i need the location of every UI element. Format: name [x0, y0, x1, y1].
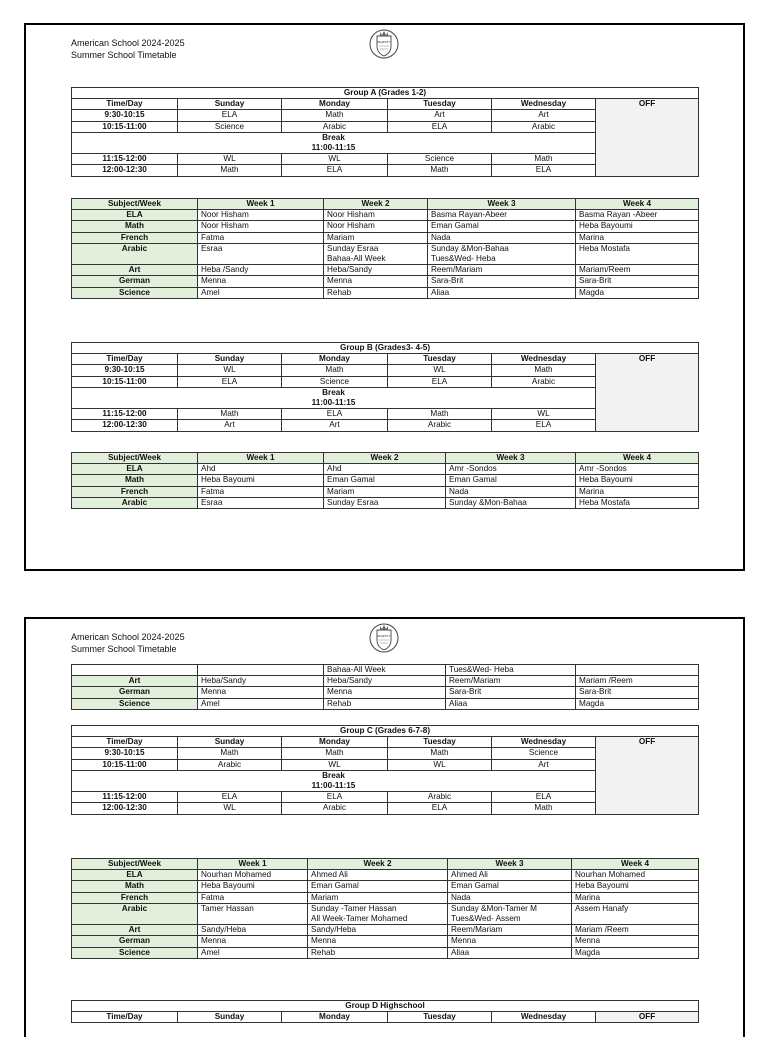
cell: ELA: [492, 165, 596, 176]
cell: ELA: [282, 792, 388, 803]
time-slot: 10:15-11:00: [72, 376, 178, 387]
cell: Ahmed Ali: [308, 870, 448, 881]
subject: ELA: [72, 210, 198, 221]
header-wednesday: Wednesday: [492, 1012, 596, 1023]
cell: Heba/Sandy: [324, 676, 446, 687]
cell: ELA: [178, 110, 282, 121]
table-row: [72, 925, 699, 936]
cell: Reem/Mariam: [428, 265, 576, 276]
cell: Aliaa: [448, 947, 572, 958]
cell: Science: [492, 748, 596, 759]
cell-line: Sunday Esraa: [327, 243, 379, 253]
table-row: [72, 892, 699, 903]
cell: Fatma: [198, 486, 324, 497]
cell: Eman Gamal: [446, 475, 576, 486]
header-sunday: Sunday: [178, 354, 282, 365]
header-week-1: Week 1: [198, 859, 308, 870]
table-row: [72, 903, 699, 924]
group-b-title: Group B (Grades3- 4-5): [72, 343, 699, 354]
cell: Eman Gamal: [428, 221, 576, 232]
cell: Mariam: [308, 892, 448, 903]
cell: Rehab: [324, 287, 428, 298]
header-monday: Monday: [282, 1012, 388, 1023]
group-d-title: Group D Highschool: [72, 1001, 699, 1012]
cell: Heba Bayoumi: [198, 881, 308, 892]
cell: Mariam /Reem: [576, 676, 699, 687]
cell: Menna: [572, 936, 699, 947]
table-row: [72, 276, 699, 287]
cell: Fatma: [198, 232, 324, 243]
table-row: [72, 665, 699, 676]
cell: ELA: [388, 376, 492, 387]
break-time: 11:00-11:15: [311, 398, 356, 408]
cell: ELA: [282, 409, 388, 420]
cell: Math: [178, 165, 282, 176]
cell: Nourhan Mohamed: [572, 870, 699, 881]
cell: Arabic: [282, 803, 388, 814]
cell: Ahd: [198, 464, 324, 475]
time-slot: 11:15-12:00: [72, 792, 178, 803]
cell: Amel: [198, 947, 308, 958]
header-week-2: Week 2: [308, 859, 448, 870]
header-tuesday: Tuesday: [388, 354, 492, 365]
cell: Eman Gamal: [448, 881, 572, 892]
header-sunday: Sunday: [178, 99, 282, 110]
cell: Sara-Brit: [576, 687, 699, 698]
cell: Nada: [448, 892, 572, 903]
cell: Marina: [576, 232, 699, 243]
cell: Basma Rayan-Abeer: [428, 210, 576, 221]
time-slot: 9:30-10:15: [72, 748, 178, 759]
cell: Math: [492, 154, 596, 165]
break-label: Break: [322, 132, 345, 142]
header-monday: Monday: [282, 737, 388, 748]
timetable-subtitle: Summer School Timetable: [71, 644, 177, 654]
header-tuesday: Tuesday: [388, 99, 492, 110]
off-cell: OFF: [596, 354, 699, 431]
cell: Sunday &Mon-Bahaa: [446, 497, 576, 508]
table-row: [72, 486, 699, 497]
subject: Art: [72, 925, 198, 936]
cell: WL: [492, 409, 596, 420]
subject: Arabic: [72, 903, 198, 924]
cell: Mariam: [324, 232, 428, 243]
cell-line: All Week-Tamer Mohamed: [311, 914, 408, 924]
cell: Heba /Sandy: [198, 265, 324, 276]
cell: WL: [178, 803, 282, 814]
cell: Magda: [576, 287, 699, 298]
cell: Arabic: [178, 759, 282, 770]
cell: [428, 243, 576, 264]
table-row: [72, 210, 699, 221]
table-row: [72, 497, 699, 508]
group-d-schedule-table: [71, 1000, 699, 1023]
timetable-page-2: [24, 617, 745, 1037]
header-tuesday: Tuesday: [388, 737, 492, 748]
cell: Menna: [324, 687, 446, 698]
cell: Aliaa: [428, 287, 576, 298]
cell: Math: [282, 110, 388, 121]
header-subject-week: Subject/Week: [72, 453, 198, 464]
table-row: [72, 947, 699, 958]
cell: Noor Hisham: [198, 210, 324, 221]
cell-line: Bahaa-All Week: [327, 254, 386, 264]
cell: Aliaa: [446, 698, 576, 709]
cell: Mariam /Reem: [572, 925, 699, 936]
group-a-teachers-table: [71, 198, 699, 299]
cell: Amel: [198, 698, 324, 709]
header-time-day: Time/Day: [72, 99, 178, 110]
school-name: American School 2024-2025: [71, 38, 185, 48]
cell: Art: [178, 420, 282, 431]
cell: Math: [388, 748, 492, 759]
cell: Ahmed Ali: [448, 870, 572, 881]
cell: [308, 903, 448, 924]
cell: ELA: [282, 165, 388, 176]
subject: German: [72, 276, 198, 287]
cell: Eman Gamal: [324, 475, 446, 486]
cell: Fatma: [198, 892, 308, 903]
header-time-day: Time/Day: [72, 737, 178, 748]
time-slot: 12:00-12:30: [72, 165, 178, 176]
cell: Sara-Brit: [428, 276, 576, 287]
cell: Math: [492, 803, 596, 814]
cell: ELA: [178, 376, 282, 387]
header-week-3: Week 3: [446, 453, 576, 464]
cell: Menna: [198, 687, 324, 698]
cell: Mariam/Reem: [576, 265, 699, 276]
subject: Math: [72, 475, 198, 486]
table-row: [72, 676, 699, 687]
cell: ELA: [492, 420, 596, 431]
table-row: [72, 870, 699, 881]
cell: Math: [388, 409, 492, 420]
cell: Assem Hanafy: [572, 903, 699, 924]
cell: Rehab: [324, 698, 446, 709]
header-subject-week: Subject/Week: [72, 199, 198, 210]
timetable-page-1: [24, 23, 745, 571]
cell: Reem/Mariam: [446, 676, 576, 687]
cell: Tamer Hassan: [198, 903, 308, 924]
cell-line: Tues&Wed- Heba: [431, 254, 496, 264]
header-week-2: Week 2: [324, 453, 446, 464]
table-row: [72, 265, 699, 276]
school-name: American School 2024-2025: [71, 632, 185, 642]
table-row: [72, 687, 699, 698]
time-slot: 10:15-11:00: [72, 759, 178, 770]
cell: [324, 243, 428, 264]
header-tuesday: Tuesday: [388, 1012, 492, 1023]
cell-line: Tues&Wed- Assem: [451, 914, 521, 924]
group-c-teachers-table: [71, 858, 699, 959]
time-slot: 10:15-11:00: [72, 121, 178, 132]
cell: Mariam: [324, 486, 446, 497]
subject: ELA: [72, 870, 198, 881]
subject: Science: [72, 698, 198, 709]
table-row: [72, 287, 699, 298]
shield-crest-icon: [369, 622, 399, 654]
cell: Math: [178, 409, 282, 420]
cell: Sandy/Heba: [198, 925, 308, 936]
document-header: [71, 631, 185, 655]
cell: Arabic: [388, 792, 492, 803]
header-wednesday: Wednesday: [492, 354, 596, 365]
break-label: Break: [322, 387, 345, 397]
off-cell: OFF: [596, 737, 699, 814]
header-wednesday: Wednesday: [492, 737, 596, 748]
header-week-4: Week 4: [572, 859, 699, 870]
cell: Math: [282, 748, 388, 759]
cell: Heba/Sandy: [198, 676, 324, 687]
logo-text: MAJESTY: [377, 40, 391, 44]
header-subject-week: Subject/Week: [72, 859, 198, 870]
subject: French: [72, 892, 198, 903]
header-wednesday: Wednesday: [492, 99, 596, 110]
cell: Menna: [198, 936, 308, 947]
break-row: [72, 770, 596, 791]
break-row: [72, 132, 596, 153]
header-week-1: Week 1: [198, 453, 324, 464]
table-row: [72, 881, 699, 892]
cell: WL: [178, 365, 282, 376]
subject: Art: [72, 265, 198, 276]
cell: Noor Hisham: [198, 221, 324, 232]
subject: ELA: [72, 464, 198, 475]
shield-crest-icon: [369, 28, 399, 60]
cell: Art: [492, 759, 596, 770]
cell: Heba Bayoumi: [576, 221, 699, 232]
cell: WL: [178, 154, 282, 165]
header-week-4: Week 4: [576, 199, 699, 210]
cell: Heba Bayoumi: [572, 881, 699, 892]
cell: Heba Mostafa: [576, 243, 699, 264]
cell: Amel: [198, 287, 324, 298]
table-row: [72, 232, 699, 243]
subject: French: [72, 232, 198, 243]
group-b-schedule-table: [71, 342, 699, 432]
cell: Science: [178, 121, 282, 132]
time-slot: 11:15-12:00: [72, 409, 178, 420]
header-week-3: Week 3: [428, 199, 576, 210]
cell: Eman Gamal: [308, 881, 448, 892]
cell: Heba/Sandy: [324, 265, 428, 276]
cell: Arabic: [492, 121, 596, 132]
cell: WL: [388, 365, 492, 376]
subject: Math: [72, 221, 198, 232]
cell-line: Sunday -Tamer Hassan: [311, 903, 397, 913]
cell: Esraa: [198, 497, 324, 508]
cell: Ahd: [324, 464, 446, 475]
table-row: [72, 698, 699, 709]
cell: Esraa: [198, 243, 324, 264]
cell: Nourhan Mohamed: [198, 870, 308, 881]
timetable-subtitle: Summer School Timetable: [71, 50, 177, 60]
cell: ELA: [178, 792, 282, 803]
break-row: [72, 387, 596, 408]
cell: Amr -Sondos: [446, 464, 576, 475]
cell: Arabic: [282, 121, 388, 132]
cell: Sara-Brit: [576, 276, 699, 287]
cell: ELA: [492, 792, 596, 803]
header-monday: Monday: [282, 354, 388, 365]
break-time: 11:00-11:15: [311, 781, 356, 791]
header-sunday: Sunday: [178, 737, 282, 748]
cell: Nada: [446, 486, 576, 497]
document-header: [71, 37, 185, 61]
table-row: [72, 936, 699, 947]
off-cell: OFF: [596, 99, 699, 176]
header-sunday: Sunday: [178, 1012, 282, 1023]
cell: Sara-Brit: [446, 687, 576, 698]
subject: Science: [72, 287, 198, 298]
subject: Art: [72, 676, 198, 687]
group-c-title: Group C (Grades 6-7-8): [72, 726, 699, 737]
cell: Reem/Mariam: [448, 925, 572, 936]
cell: Noor Hisham: [324, 221, 428, 232]
cell: Magda: [572, 947, 699, 958]
header-time-day: Time/Day: [72, 1012, 178, 1023]
subject: French: [72, 486, 198, 497]
cell: Amr -Sondos: [576, 464, 699, 475]
cell: ELA: [388, 121, 492, 132]
cell: Math: [388, 165, 492, 176]
header-time-day: Time/Day: [72, 354, 178, 365]
group-b-teachers-continued-table: [71, 664, 699, 710]
cell: Menna: [448, 936, 572, 947]
logo-text: MAJESTY: [377, 634, 391, 638]
off-cell: OFF: [596, 1012, 699, 1023]
cell: ELA: [388, 803, 492, 814]
subject: German: [72, 687, 198, 698]
cell-line: Sunday &Mon-Tamer M: [451, 903, 537, 913]
cell: Noor Hisham: [324, 210, 428, 221]
cell: [448, 903, 572, 924]
group-a-schedule-table: [71, 87, 699, 177]
group-c-schedule-table: [71, 725, 699, 815]
cell: Rehab: [308, 947, 448, 958]
time-slot: 9:30-10:15: [72, 110, 178, 121]
cell: Sunday Esraa: [324, 497, 446, 508]
cell: Menna: [308, 936, 448, 947]
cell: Math: [492, 365, 596, 376]
header-week-1: Week 1: [198, 199, 324, 210]
table-row: [72, 464, 699, 475]
cell: Magda: [576, 698, 699, 709]
cell: Heba Mostafa: [576, 497, 699, 508]
table-row: [72, 243, 699, 264]
cell: Math: [178, 748, 282, 759]
header-week-4: Week 4: [576, 453, 699, 464]
subject: Arabic: [72, 243, 198, 264]
cell: Menna: [324, 276, 428, 287]
time-slot: 11:15-12:00: [72, 154, 178, 165]
subject: Science: [72, 947, 198, 958]
cell: Arabic: [388, 420, 492, 431]
time-slot: 12:00-12:30: [72, 803, 178, 814]
cell: Marina: [576, 486, 699, 497]
cell: Science: [282, 376, 388, 387]
cell: Menna: [198, 276, 324, 287]
cell: Marina: [572, 892, 699, 903]
cell: Bahaa-All Week: [324, 665, 446, 676]
cell-line: Sunday &Mon-Bahaa: [431, 243, 509, 253]
group-b-teachers-table: [71, 452, 699, 509]
cell: Nada: [428, 232, 576, 243]
cell: Math: [282, 365, 388, 376]
break-label: Break: [322, 770, 345, 780]
table-row: [72, 221, 699, 232]
cell: Art: [388, 110, 492, 121]
header-monday: Monday: [282, 99, 388, 110]
cell: Science: [388, 154, 492, 165]
cell: Heba Bayoumi: [198, 475, 324, 486]
group-a-title: Group A (Grades 1-2): [72, 88, 699, 99]
time-slot: 12:00-12:30: [72, 420, 178, 431]
cell: Basma Rayan -Abeer: [576, 210, 699, 221]
subject: Math: [72, 881, 198, 892]
cell: WL: [282, 759, 388, 770]
subject: Arabic: [72, 497, 198, 508]
subject: German: [72, 936, 198, 947]
cell: Tues&Wed- Heba: [446, 665, 576, 676]
cell: WL: [388, 759, 492, 770]
cell: WL: [282, 154, 388, 165]
header-week-3: Week 3: [448, 859, 572, 870]
cell: Art: [492, 110, 596, 121]
table-row: [72, 475, 699, 486]
cell: Art: [282, 420, 388, 431]
cell: Heba Bayoumi: [576, 475, 699, 486]
header-week-2: Week 2: [324, 199, 428, 210]
cell: Arabic: [492, 376, 596, 387]
break-time: 11:00-11:15: [311, 143, 356, 153]
cell: Sandy/Heba: [308, 925, 448, 936]
time-slot: 9:30-10:15: [72, 365, 178, 376]
